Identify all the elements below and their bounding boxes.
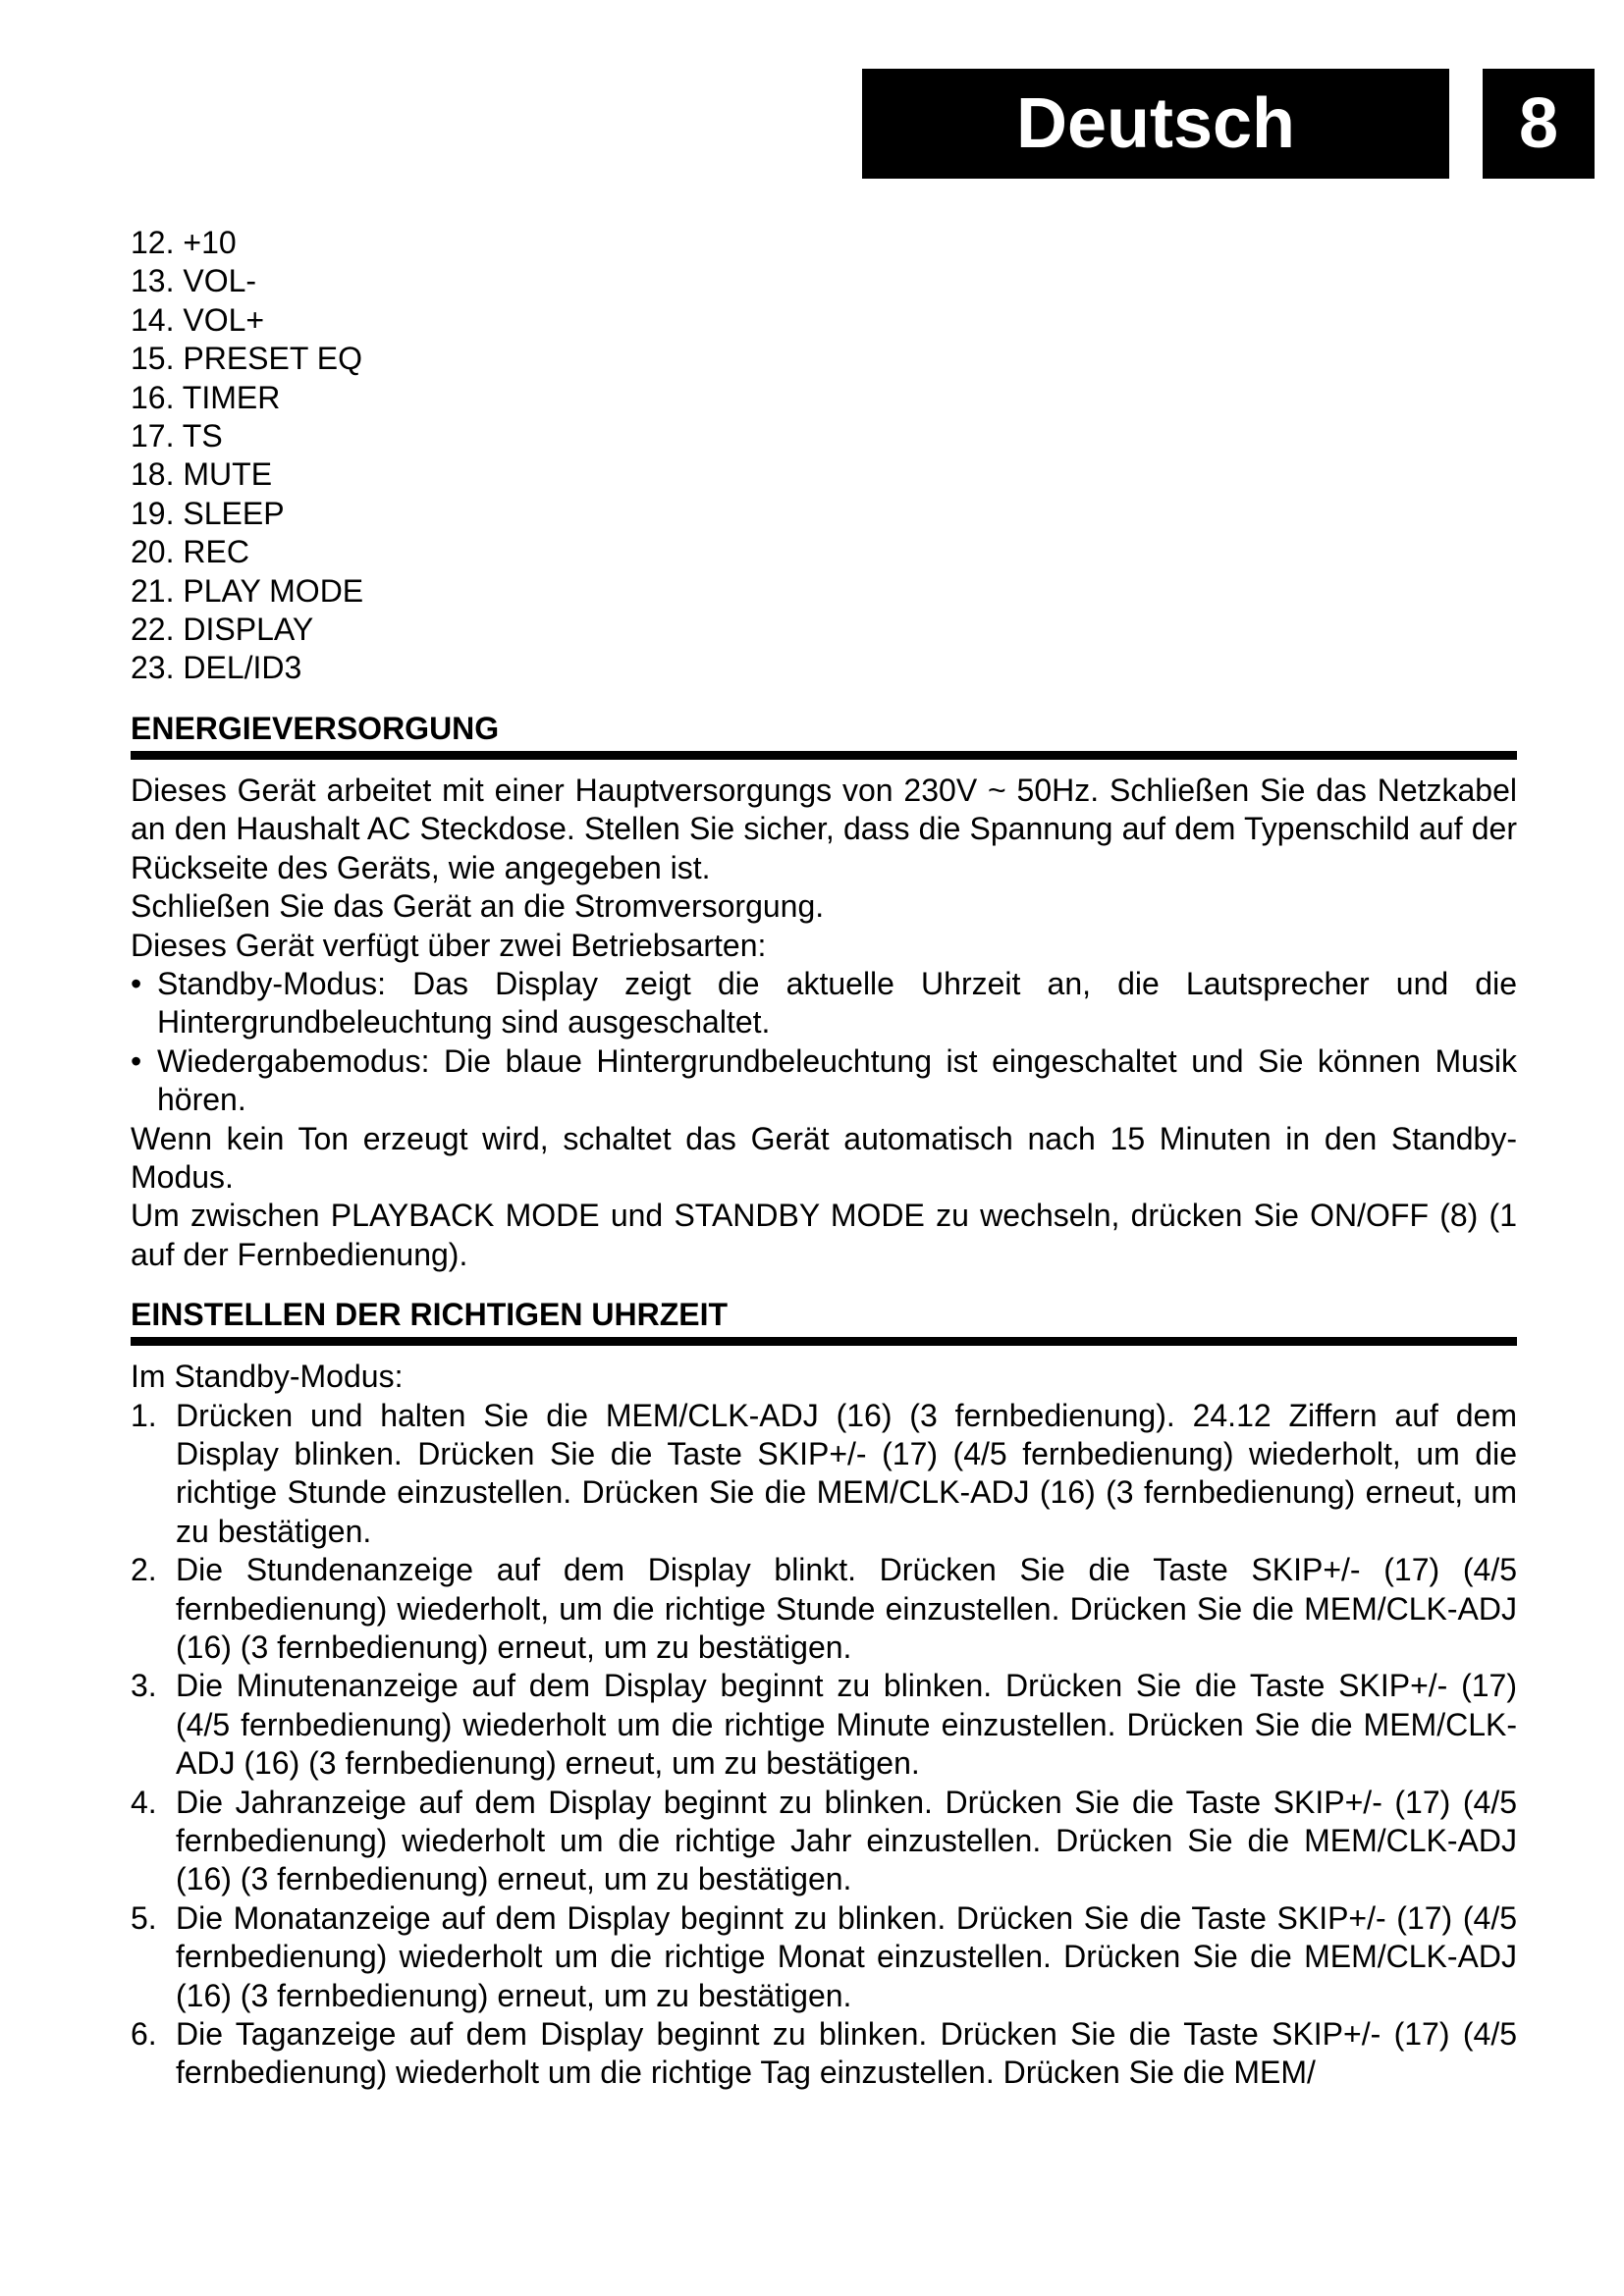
step-text: Die Taganzeige auf dem Display beginnt zu blinken. Drücken Sie die Taste SKIP+/- (17) (4/5 fernbedienung) wiederholt um die richtige Tag einzustellen. Drücken Sie die MEM/ xyxy=(176,2016,1517,2091)
step-number: 1. xyxy=(131,1397,157,1433)
paragraph: Um zwischen PLAYBACK MODE und STANDBY MODE zu wechseln, drücken Sie ON/OFF (8) (1 auf der Fernbedienung). xyxy=(131,1198,1517,1272)
step-text: Die Monatanzeige auf dem Display beginnt zu blinken. Drücken Sie die Taste SKIP+/- (17) (4/5 fernbedienung) wiederholt um die richtige Monat einzustellen. Drücken Sie die MEM/CLK-ADJ (16) (3 fernbedienung) erneut, um zu bestätigen. xyxy=(176,1899,1517,2013)
list-item: 15. PRESET EQ xyxy=(131,341,362,377)
bullet-item xyxy=(131,965,1517,1042)
list-item: 17. TS xyxy=(131,418,223,454)
section-divider xyxy=(131,751,1517,760)
section-divider xyxy=(131,1337,1517,1346)
button-list xyxy=(131,224,1517,688)
bullet-text: Standby-Modus: Das Display zeigt die aktuelle Uhrzeit an, die Lautsprecher und die Hintergrundbeleuchtung sind ausgeschaltet. xyxy=(157,965,1517,1041)
step-item xyxy=(131,1899,1517,2015)
list-item: 19. SLEEP xyxy=(131,495,285,531)
list-item: 16. TIMER xyxy=(131,379,281,415)
step-number: 4. xyxy=(131,1784,157,1820)
list-item: 21. PLAY MODE xyxy=(131,572,364,609)
list-item: 13. VOL- xyxy=(131,263,257,299)
list-item: 14. VOL+ xyxy=(131,301,265,338)
step-text: Die Minutenanzeige auf dem Display beginnt zu blinken. Drücken Sie die Taste SKIP+/- (17) (4/5 fernbedienung) wiederholt um die richtige Minute einzustellen. Drücken Sie die MEM/CLK-ADJ (16) (3 fernbedienung) erneut, um zu bestätigen. xyxy=(176,1668,1517,1782)
bullet-mark: • xyxy=(131,1042,142,1079)
step-number: 5. xyxy=(131,1899,157,1936)
power-section xyxy=(131,710,1517,1274)
section-title-power: ENERGIEVERSORGUNG xyxy=(131,710,500,746)
list-item: 20. REC xyxy=(131,534,249,570)
section-title-clock: EINSTELLEN DER RICHTIGEN UHRZEIT xyxy=(131,1297,729,1333)
step-text: Die Jahranzeige auf dem Display beginnt zu blinken. Drücken Sie die Taste SKIP+/- (17) (4/5 fernbedienung) wiederholt um die richtige Jahr einzustellen. Drücken Sie die MEM/CLK-ADJ (16) (3 fernbedienung) erneut, um zu bestätigen. xyxy=(176,1784,1517,1897)
bullet-item xyxy=(131,1042,1517,1120)
step-number: 6. xyxy=(131,2016,157,2053)
paragraph: Dieses Gerät verfügt über zwei Betriebsarten: xyxy=(131,927,767,963)
step-item xyxy=(131,1551,1517,1667)
step-item xyxy=(131,2015,1517,2093)
paragraph: Wenn kein Ton erzeugt wird, schaltet das Gerät automatisch nach 15 Minuten in den Standby-Modus. xyxy=(131,1120,1517,1195)
step-item xyxy=(131,1397,1517,1552)
language-tab: Deutsch xyxy=(862,69,1449,179)
list-item: 12. +10 xyxy=(131,225,237,260)
list-item: 23. DEL/ID3 xyxy=(131,650,302,686)
bullet-mark: • xyxy=(131,965,142,1001)
paragraph: Schließen Sie das Gerät an die Stromversorgung. xyxy=(131,888,825,925)
step-text: Die Stundenanzeige auf dem Display blinkt. Drücken Sie die Taste SKIP+/- (17) (4/5 fernbedienung) wiederholt, um die richtige Stunde einzustellen. Drücken Sie die MEM/CLK-ADJ (16) (3 fernbedienung) erneut, um zu bestätigen. xyxy=(176,1552,1517,1665)
clock-section xyxy=(131,1296,1517,2093)
paragraph: Im Standby-Modus: xyxy=(131,1359,404,1395)
step-number: 3. xyxy=(131,1668,157,1704)
bullet-text: Wiedergabemodus: Die blaue Hintergrundbeleuchtung ist eingeschaltet und Sie können Musik hören. xyxy=(157,1042,1517,1118)
step-text: Drücken und halten Sie die MEM/CLK-ADJ (16) (3 fernbedienung). 24.12 Ziffern auf dem Display blinken. Drücken Sie die Taste SKIP+/- (17) (4/5 fernbedienung) wiederholt, um die richtige Stunde einzustellen. Drücken Sie die MEM/CLK-ADJ (16) (3 fernbedienung) erneut, um zu bestätigen. xyxy=(176,1397,1517,1549)
step-number: 2. xyxy=(131,1552,157,1588)
list-item: 18. MUTE xyxy=(131,456,273,493)
paragraph: Dieses Gerät arbeitet mit einer Hauptversorgungs von 230V ~ 50Hz. Schließen Sie das Netzkabel an den Haushalt AC Steckdose. Stellen Sie sicher, dass die Spannung auf dem Typenschild auf der Rückseite des Geräts, wie angegeben ist. xyxy=(131,772,1517,885)
list-item: 22. DISPLAY xyxy=(131,612,314,648)
page-number: 8 xyxy=(1483,69,1595,179)
step-item xyxy=(131,1667,1517,1783)
page-content xyxy=(131,224,1517,2093)
step-item xyxy=(131,1784,1517,1899)
